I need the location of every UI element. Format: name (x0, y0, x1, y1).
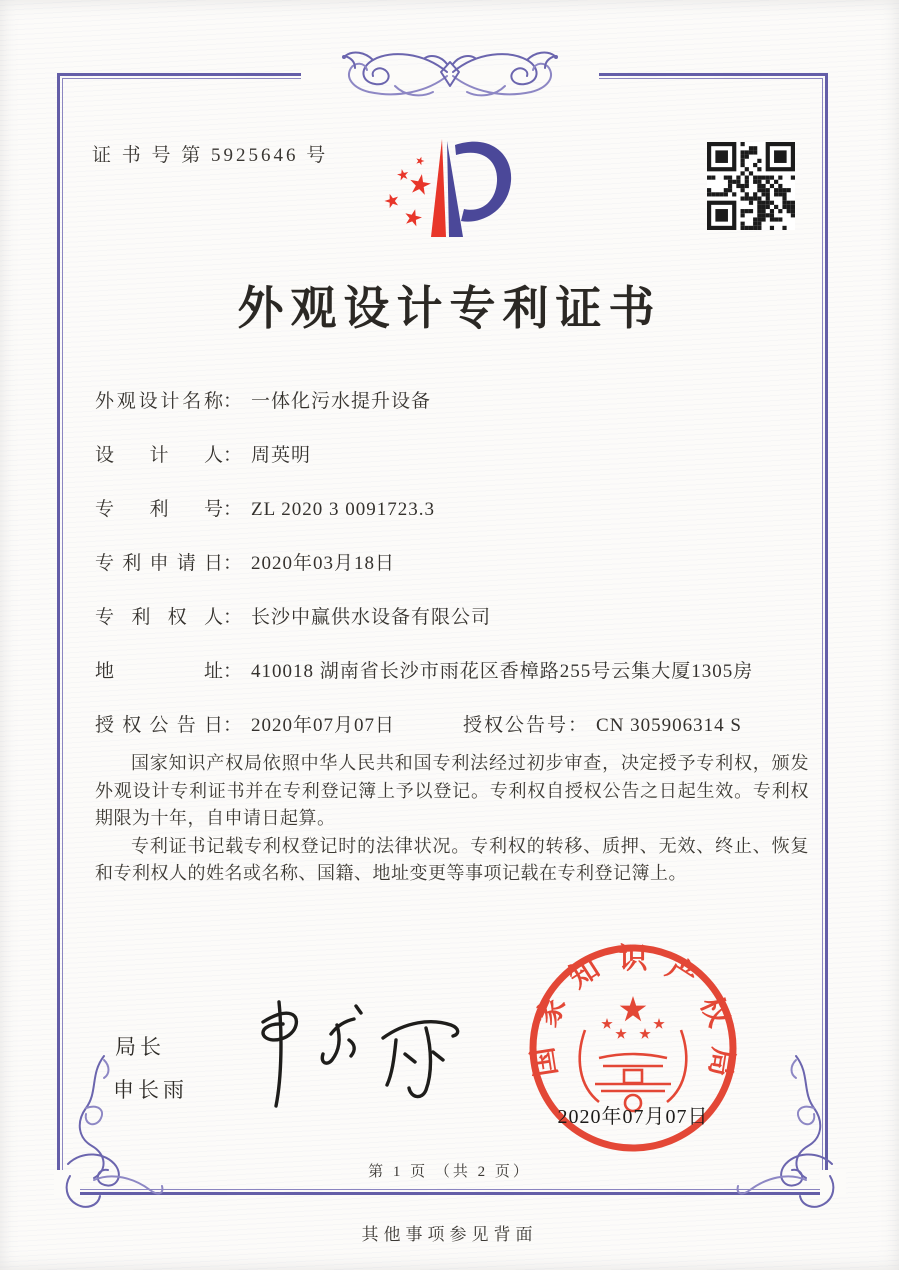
back-side-note: 其他事项参见背面 (361, 1225, 538, 1244)
field-value: 一体化污水提升设备 (251, 391, 432, 412)
top-dragon-flourish-ornament (295, 42, 605, 106)
colon: ： (568, 715, 588, 736)
page-number-info: 第 1 页 （共 2 页） (368, 1164, 531, 1180)
field-label: 授权公告号 (463, 715, 569, 736)
field-label: 地址 (95, 661, 223, 682)
field-label: 外观设计名称 (95, 391, 223, 412)
field-value: CN 305906314 S (596, 715, 742, 736)
colon: ： (223, 661, 243, 682)
field-value: 2020年07月07日 (251, 715, 396, 736)
field-label: 设计人 (95, 445, 223, 466)
field-row-patentee (95, 602, 810, 656)
field-value: 周英明 (251, 445, 312, 466)
colon: ： (223, 607, 243, 628)
qr-code-icon (707, 142, 795, 230)
legal-paragraph-2: 专利证书记载专利权登记时的法律状况。专利权的转移、质押、无效、终止、恢复和专利权人的姓名或名称、国籍、地址变更等事项记载在专利登记簿上。 (95, 835, 809, 883)
field-label: 授权公告日 (95, 715, 223, 736)
cnipa-logo-icon (383, 133, 515, 240)
field-value: 2020年03月18日 (251, 553, 396, 574)
colon: ： (223, 715, 243, 736)
bottom-right-corner-ornament (730, 1052, 860, 1212)
field-value: 410018 湖南省长沙市雨花区香樟路255号云集大厦1305房 (251, 661, 754, 682)
certificate-fields (95, 386, 810, 764)
colon: ： (223, 553, 243, 574)
officer-name: 申长雨 (113, 1078, 188, 1102)
field-label: 专利号 (95, 499, 223, 520)
field-row-designer (95, 440, 810, 494)
colon: ： (223, 445, 243, 466)
colon: ： (223, 499, 243, 520)
field-row-filing-date (95, 548, 810, 602)
field-row-patent-number (95, 494, 810, 548)
seal-date: 2020年07月07日 (557, 1106, 709, 1128)
director-signature-icon (233, 998, 488, 1113)
field-label: 专利申请日 (95, 553, 223, 574)
legal-text-block (95, 750, 809, 888)
field-row-design-name (95, 386, 810, 440)
certificate-title: 外观设计专利证书 (237, 283, 662, 334)
field-value: ZL 2020 3 0091723.3 (251, 499, 436, 520)
field-label: 专利权人 (95, 607, 223, 628)
colon: ： (223, 391, 243, 412)
seal-ring-text: 国家知识产权局 (527, 942, 739, 1079)
grant-number-pair (463, 710, 742, 737)
officer-title: 局长 (115, 1035, 165, 1059)
legal-paragraph-1: 国家知识产权局依照中华人民共和国专利法经过初步审查，决定授予专利权，颁发外观设计专利证书并在专利登记簿上予以登记。专利权自授权公告之日起生效。专利权期限为十年，自申请日起算。 (95, 753, 809, 828)
field-value: 长沙中赢供水设备有限公司 (251, 607, 492, 628)
field-row-address (95, 656, 810, 710)
certificate-number: 证 书 号 第 5925646 号 (92, 145, 329, 166)
